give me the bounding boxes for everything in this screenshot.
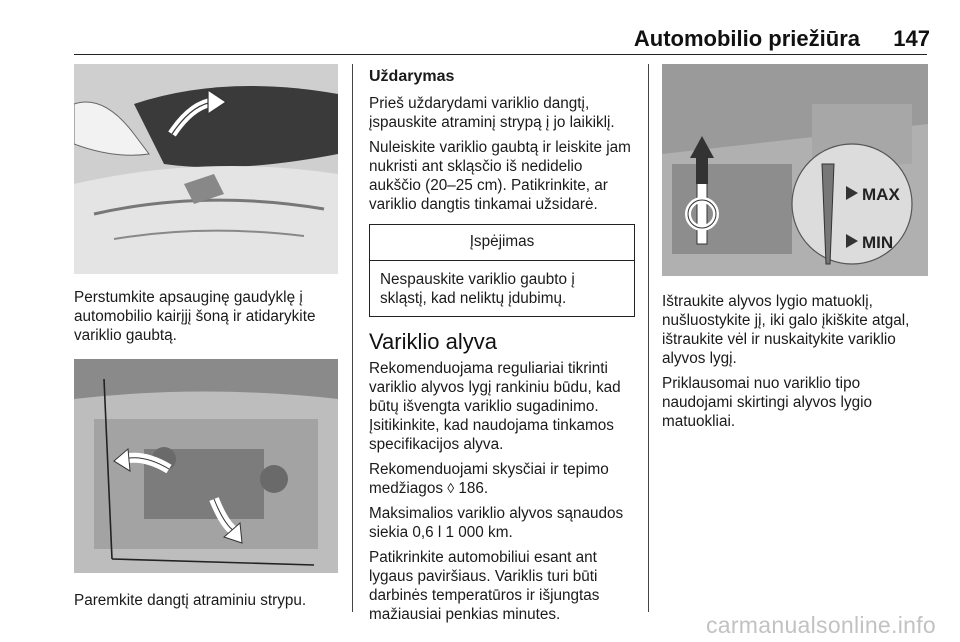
reference-arrow-icon: ◊ <box>447 480 455 496</box>
engine-oil-heading: Variklio alyva <box>369 329 497 354</box>
warning-box <box>369 224 635 317</box>
support-rod-illustration <box>74 359 338 573</box>
reference-page-link[interactable]: 186. <box>458 480 489 497</box>
figure-dipstick <box>662 64 928 276</box>
figure-open-hood <box>74 64 338 274</box>
fluids-reference-text: Rekomenduojami skysčiai ir tepimo medžiagos <box>369 461 609 497</box>
column-divider <box>352 64 353 612</box>
warning-title: Įspėjimas <box>370 225 634 261</box>
column-3 <box>662 64 928 437</box>
caption-dipstick-1: Ištraukite alyvos lygio matuoklį, nušluostykite jį, iki galo įkiškite atgal, ištraukite vėl ir nuskaitykite variklio alyvos lygį. <box>662 293 910 367</box>
engine-oil-paragraph-4: Patikrinkite automobiliui esant ant lygaus paviršiaus. Variklis turi būti darbinės temperatūros ir išjungtas mažiausiai penkias minutes. <box>369 549 600 623</box>
dipstick-max-label: MAX <box>862 185 900 204</box>
closing-paragraph-1: Prieš uždarydami variklio dangtį, įspauskite atraminį strypą į jo laikiklį. <box>369 95 615 131</box>
column-2 <box>369 64 635 630</box>
page-number: 147 <box>893 26 930 51</box>
closing-paragraph-2: Nuleiskite variklio gaubtą ir leiskite jam nukristi ant skląsčio iš nedidelio aukščio (20–25 cm). Patikrinkite, ar variklio dangtis tinkamai užsidarė. <box>369 139 631 213</box>
engine-oil-paragraph-1: Rekomenduojama reguliariai tikrinti variklio alyvos lygį rankiniu būdu, kad būtų išvengta variklio sugadinimo. Įsitikinkite, kad naudojama tinkamos specifikacijos alyva. <box>369 360 621 453</box>
column-divider <box>648 64 649 612</box>
caption-open-hood: Perstumkite apsauginę gaudyklę į automobilio kairįjį šoną ir atidarykite variklio gaubtą. <box>74 289 316 344</box>
watermark: carmanualsonline.info <box>705 612 936 638</box>
closing-heading: Uždarymas <box>369 68 455 85</box>
hood-release-illustration <box>74 64 338 274</box>
dipstick-min-label: MIN <box>862 233 894 252</box>
caption-dipstick-2: Priklausomai nuo variklio tipo naudojami skirtingi alyvos lygio matuokliai. <box>662 375 873 430</box>
warning-body: Nespauskite variklio gaubto į skląstį, kad neliktų įdubimų. <box>380 271 575 307</box>
engine-oil-paragraph-3: Maksimalios variklio alyvos sąnaudos siekia 0,6 l 1 000 km. <box>369 505 624 541</box>
caption-support-rod: Paremkite dangtį atraminiu strypu. <box>74 592 307 609</box>
column-1 <box>74 64 338 616</box>
header-rule <box>74 54 927 55</box>
dipstick-illustration <box>662 64 928 276</box>
engine-oil-paragraph-2 <box>369 460 635 498</box>
page-title: Automobilio priežiūra <box>633 26 860 51</box>
figure-support-rod <box>74 359 338 573</box>
